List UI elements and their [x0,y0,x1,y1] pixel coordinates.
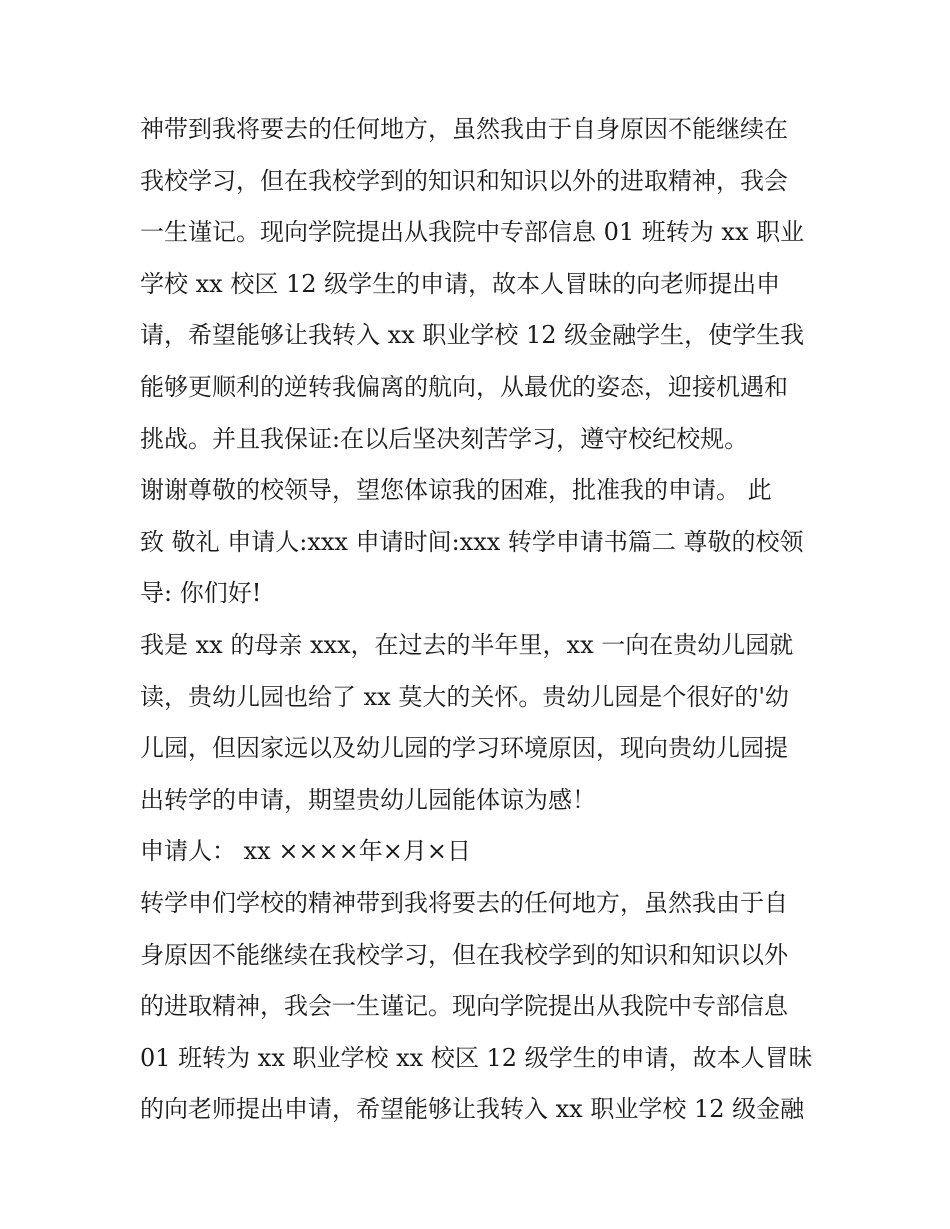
text-line-16: 转学申们学校的精神带到我将要去的任何地方，虽然我由于自 [140,888,788,917]
text-line-17: 身原因不能继续在我校学习，但在我校学到的知识和知识以外 [140,940,788,969]
text-line-1: 神带到我将要去的任何地方，虽然我由于自身原因不能继续在 [140,115,788,143]
text-line-18: 的进取精神，我会一生谨记。现向学院提出从我院中专部信息 [140,992,788,1021]
document-body [140,104,820,1136]
text-line-9: 致 敬礼 申请人:xxx 申请时间:xxx 转学申请书篇二 尊敬的校领 [140,527,804,556]
text-line-19: 01 班转为 xx 职业学校 xx 校区 12 级学生的申请，故本人冒昧 [140,1043,813,1072]
text-line-15: 申请人： xx ××××年×月×日 [140,837,471,866]
text-line-5: 请，希望能够让我转入 xx 职业学校 12 级金融学生，使学生我 [140,321,805,350]
text-line-11: 我是 xx 的母亲 xxx，在过去的半年里，xx 一向在贵幼儿园就 [140,630,794,659]
text-line-14: 出转学的申请，期望贵幼儿园能体谅为感！ [140,785,596,814]
text-line-7: 挑战。并且我保证:在以后坚决刻苦学习，遵守校纪校规。 [140,424,749,453]
text-line-2: 我校学习，但在我校学到的知识和知识以外的进取精神，我会 [140,166,788,195]
text-line-8: 谢谢尊敬的校领导，望您体谅我的困难，批准我的申请。 此 [140,476,772,505]
text-line-10: 导: 你们好! [140,579,262,608]
text-line-4: 学校 xx 校区 12 级学生的申请，故本人冒昧的向老师提出申 [140,269,781,298]
text-line-13: 儿园，但因家远以及幼儿园的学习环境原因，现向贵幼儿园提 [140,734,788,763]
text-line-3: 一生谨记。现向学院提出从我院中专部信息 01 班转为 xx 职业 [140,218,805,247]
text-line-12: 读，贵幼儿园也给了 xx 莫大的关怀。贵幼儿园是个很好的'幼 [140,682,789,711]
text-line-20: 的向老师提出申请，希望能够让我转入 xx 职业学校 12 级金融 [140,1095,805,1124]
text-line-6: 能够更顺利的逆转我偏离的航向，从最优的姿态，迎接机遇和 [140,372,788,401]
